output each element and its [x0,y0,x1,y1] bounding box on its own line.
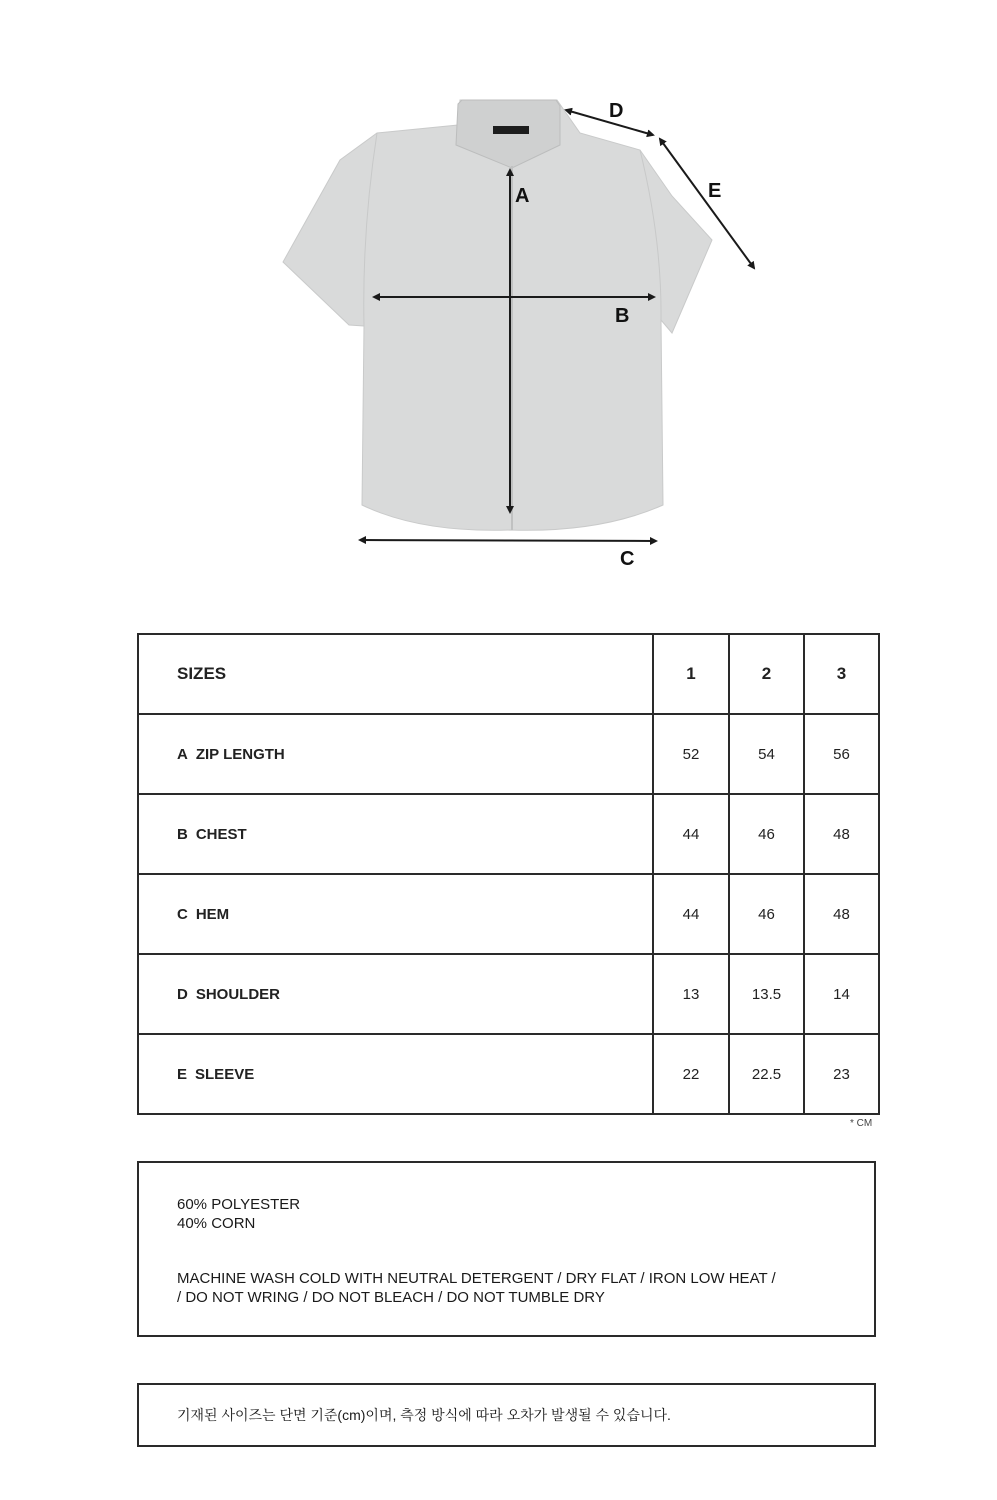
size-header-3: 3 [804,634,879,714]
row-value: 56 [804,714,879,794]
row-value: 44 [653,794,729,874]
size-table [137,633,880,1115]
label-d: D [609,100,624,122]
sizes-header: SIZES [138,634,653,714]
row-value: 46 [729,874,804,954]
row-label [138,714,653,794]
row-label [138,794,653,874]
row-value: 48 [804,794,879,874]
shirt-diagram [0,0,997,600]
row-letter: B [177,825,188,843]
shirt-body [283,100,712,530]
row-value: 14 [804,954,879,1034]
row-name: ZIP LENGTH [195,745,285,763]
row-name: SLEEVE [195,1065,255,1083]
table-row [138,714,879,794]
row-label [138,954,653,1034]
label-a: A [515,185,530,207]
label-c: C [620,548,635,570]
brand-tag [493,126,529,134]
row-value: 44 [653,874,729,954]
row-label [138,1034,653,1114]
care-line: / DO NOT WRING / DO NOT BLEACH / DO NOT TUMBLE DRY [177,1289,605,1306]
row-name: SHOULDER [195,985,281,1003]
table-row [138,1034,879,1114]
label-e: E [708,180,722,202]
material-care-box [137,1161,876,1337]
row-value: 13 [653,954,729,1034]
label-b: B [615,305,630,327]
arrow-c [360,540,656,541]
row-name: CHEST [195,825,247,843]
row-letter: E [177,1065,188,1083]
row-label [138,874,653,954]
table-row [138,794,879,874]
row-value: 48 [804,874,879,954]
measurement-notice: 기재된 사이즈는 단면 기준(cm)이며, 측정 방식에 따라 오차가 발생될 수 있습니다. [177,1407,671,1423]
composition-line: 40% CORN [177,1215,256,1232]
row-letter: C [177,905,188,923]
row-value: 13.5 [729,954,804,1034]
care-line: MACHINE WASH COLD WITH NEUTRAL DETERGENT / DRY FLAT / IRON LOW HEAT / [177,1270,776,1287]
size-header-1: 1 [653,634,729,714]
row-value: 54 [729,714,804,794]
row-value: 46 [729,794,804,874]
unit-note: * CM [850,1118,873,1129]
row-name: HEM [195,905,230,923]
table-row [138,954,879,1034]
measurement-notice-box [137,1383,876,1447]
table-header-row [138,634,879,714]
table-row [138,874,879,954]
spacer [177,1233,874,1269]
row-value: 52 [653,714,729,794]
row-letter: A [177,745,188,763]
row-value: 22.5 [729,1034,804,1114]
row-value: 23 [804,1034,879,1114]
row-letter: D [177,985,188,1003]
size-header-2: 2 [729,634,804,714]
composition-line: 60% POLYESTER [177,1196,301,1213]
row-value: 22 [653,1034,729,1114]
